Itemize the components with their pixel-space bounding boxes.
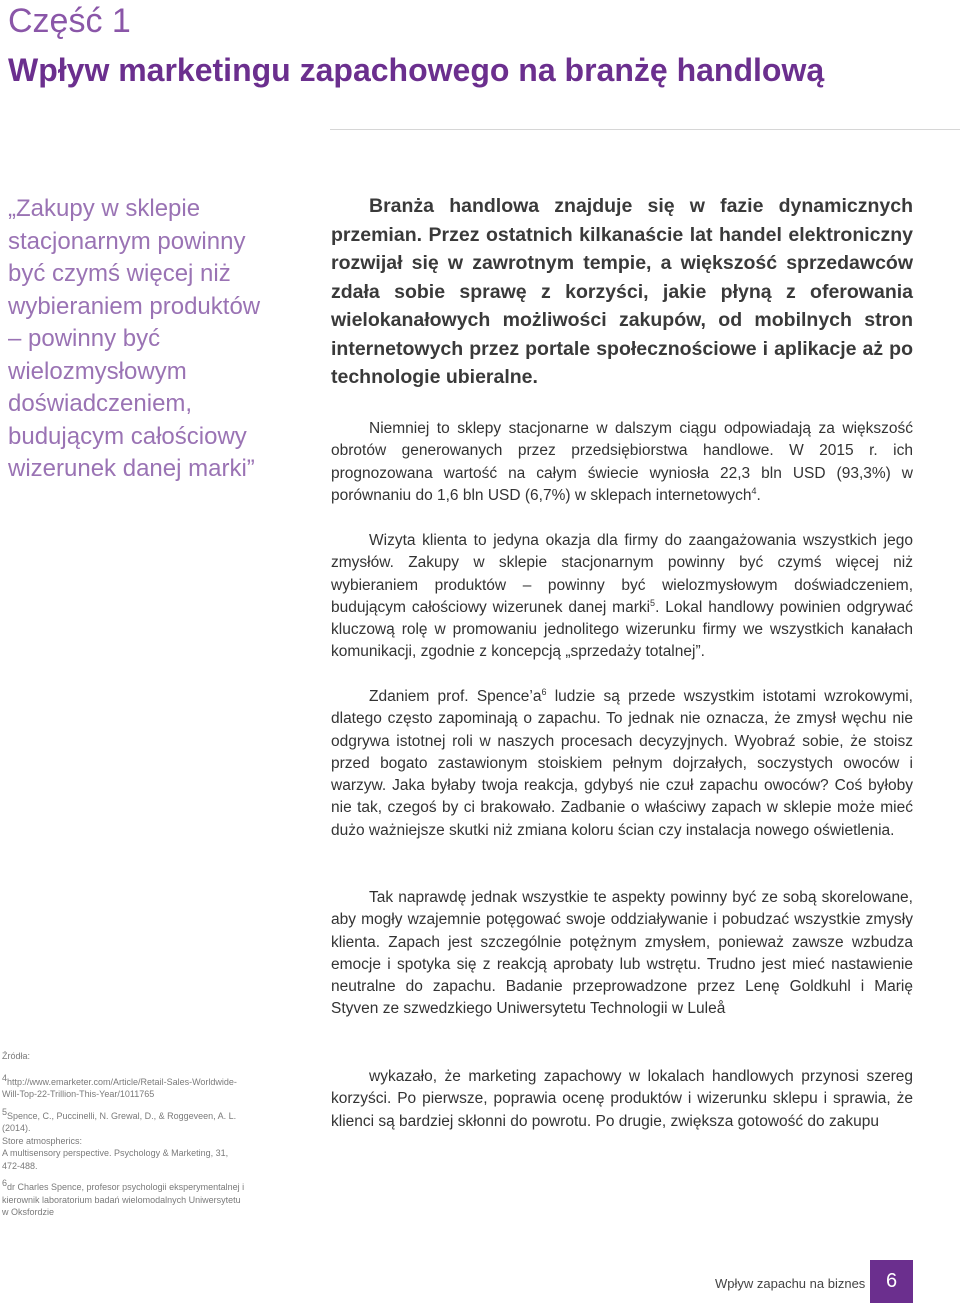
footnote-number: 5 [2, 1106, 8, 1117]
footnote-line: http://www.emarketer.com/Article/Retail-Sales-Worldwide- [7, 1076, 237, 1087]
footnote-number: 6 [2, 1178, 8, 1188]
paragraph-text: Wizyta klienta to jedyna okazja dla firmy do zaangażowania wszystkich jego zmysłów. Zakupy w sklepie stacjonarnym powinny być czymś więcej niż wybieraniem produktów – powinny być wielozmysłowym doświadczeniem, budującym całościowy wizerunek danej marki [331, 532, 913, 616]
footnote-4 [2, 1072, 257, 1101]
footnote-line: dr Charles Spence, profesor psychologii eksperymentalnej i [7, 1182, 245, 1192]
body-paragraph-3 [331, 686, 913, 842]
footnote-line: A multisensory perspective. Psychology & Marketing, 31, [2, 1148, 229, 1158]
footnote-ref: 6 [541, 686, 547, 697]
sources-heading: Źródła: [2, 1051, 31, 1061]
footnote-line: Store atmospherics: [2, 1135, 83, 1146]
header-divider [330, 129, 960, 130]
page-title: Wpływ marketingu zapachowego na branżę handlową [8, 52, 825, 88]
body-paragraph-2 [331, 530, 913, 664]
footnote-ref: 4 [751, 485, 757, 496]
pull-quote: „Zakupy w sklepie stacjonarnym powinny być czymś więcej niż wybieraniem produktów – powinny być wielozmysłowym doświadczeniem, budującym całościowy wizerunek danej marki” [8, 195, 261, 482]
footnote-ref: 5 [650, 597, 656, 608]
paragraph-text: Niemniej to sklepy stacjonarne w dalszym ciągu odpowiadają za większość obrotów generowanych przez przedsiębiorstwa handlowe. W 2015 r. ich prognozowana wartość na całym świecie wyniosła 22,3 bln USD (93,3%) w porównaniu do 1,6 bln USD (6,7%) w sklepach internetowych [331, 420, 913, 504]
lead-paragraph: Branża handlowa znajduje się w fazie dynamicznych przemian. Przez ostatnich kilkanaście lat handel elektroniczny rozwijał się w zawrotnym tempie, a większość sprzedawców zdała sobie sprawę z korzyści, jakie płyną z oferowania wielokanałowych możliwości zakupów, od mobilnych stron internetowych przez portale społecznościowe i aplikacje aż po technologie ubieralne. [331, 195, 913, 388]
footer-title: Wpływ zapachu na biznes [715, 1276, 866, 1291]
footnote-number: 4 [2, 1072, 8, 1083]
body-paragraph-4: Tak naprawdę jednak wszystkie te aspekty powinny być ze sobą skorelowane, aby mogły wzajemnie potęgować swoje oddziaływanie i pobudzać wszystkie zmysły klienta. Zapach jest szczególnie potężnym zmysłem, ponieważ zawsze wzbudza emocje i spotyka się z reakcją aprobaty lub wstrętu. Trudno jest mieć nastawienie neutralne do zapachu. Badanie przeprowadzone przez Lenę Goldkuhl i Marię Styven ze szwedzkiego Uniwersytetu Technologii w Luleå [331, 889, 913, 1018]
footnote-6 [2, 1178, 257, 1219]
footnote-line: 472-488. [2, 1160, 38, 1171]
page-number: 6 [870, 1260, 913, 1303]
paragraph-end: . [756, 486, 761, 504]
paragraph-text-cont: ludzie są przede wszystkim istotami wzrokowymi, dlatego często zapominają o zapachu. To jednak nie oznacza, że zmysł węchu nie odgrywa istotnej roli w naszych procesach decyzyjnych. Wyobraź sobie, że stoisz przed bogato zastawionym stoiskiem pełnym dojrzałych, soczystych owoców i warzyw. Jaka byłaby twoja reakcja, gdybyś nie czuł zapachu owoców? Coś byłoby nie tak, czegoś by ci brakowało. Zadbanie o właściwy zapach w sklepie może mieć dużo ważniejsze skutki niż zmiana koloru ścian czy instalacja nowego oświetlenia. [331, 688, 913, 839]
footnote-5 [2, 1106, 257, 1173]
body-paragraph-5: wykazało, że marketing zapachowy w lokalach handlowych przynosi szereg korzyści. Po pierwsze, poprawia ocenę produktów i wizerunku sklepu i sprawia, że klienci są bardziej skłonni do powrotu. Po drugie, zwiększa gotowość do zakupu [331, 1068, 913, 1130]
paragraph-text: Zdaniem prof. Spence’a [369, 688, 542, 705]
footnote-line: w Oksfordzie [2, 1207, 55, 1217]
sources-block [2, 1050, 257, 1228]
part-label: Część 1 [8, 2, 131, 40]
footnote-line: Spence, C., Puccinelli, N. Grewal, D., & Roggeveen, A. L. (2014). [2, 1110, 237, 1133]
paragraph-text-cont: . Lokal handlowy powinien odgrywać kluczową rolę w promowaniu jednolitego wizerunku firmy we wszystkich kanałach komunikacji, zgodnie z koncepcją „sprzedaży totalnej”. [331, 598, 913, 661]
footnote-line: kierownik laboratorium badań wielomodalnych Uniwersytetu [2, 1194, 241, 1205]
footnote-line: Will-Top-22-Trillion-This-Year/1011765 [2, 1089, 155, 1099]
body-paragraph-1 [331, 418, 913, 507]
